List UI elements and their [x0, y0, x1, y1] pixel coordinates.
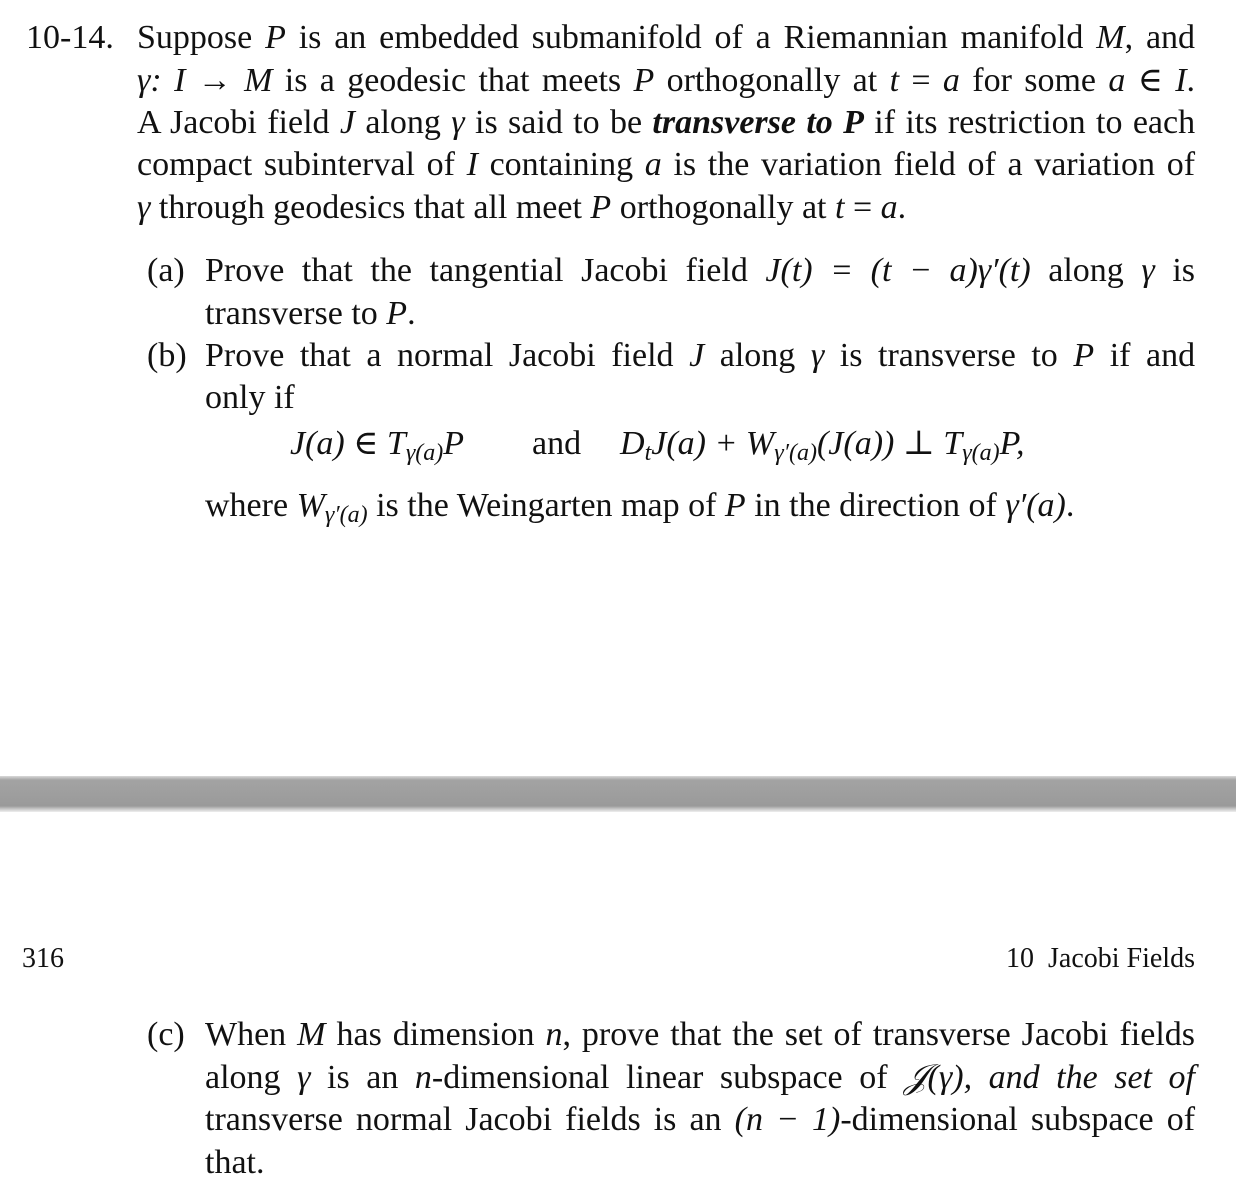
part-a-line-1: Prove that the tangential Jacobi field J(t) = (t − a)γ′(t) along γ is [205, 252, 1196, 289]
page-separator [0, 776, 1236, 812]
statement-line-1: Suppose P is an embedded submanifold of a Riemannian manifold M, and [137, 19, 1196, 56]
part-b-line-1: Prove that a normal Jacobi field J along γ is transverse to P if and [205, 337, 1196, 374]
statement-line-4: compact subinterval of I containing a is the variation field of a variation of [137, 146, 1196, 183]
part-a-label: (a) [147, 252, 185, 289]
part-b-display-equation-and: and [532, 425, 582, 462]
running-head [1006, 942, 1195, 976]
part-c-line-4: that. [205, 1144, 265, 1181]
part-b-label: (b) [147, 337, 187, 374]
part-b-display-equation-right: $D_tJ(a) + W_{\gamma'(a)}(J(a))$ ⊥ $T_{\gamma(a)}P$, [620, 425, 1025, 466]
part-b-line-3: where $W_{\gamma'(a)}$ is the Weingarten map of P in the direction of γ′(a). [205, 487, 1075, 528]
statement-line-5: γ through geodesics that all meet P orthogonally at t = a. [137, 189, 907, 226]
script-j-symbol: 𝒥 [904, 1059, 928, 1096]
defined-term: transverse to P [652, 104, 864, 141]
part-c-line-1: When M has dimension n, prove that the set of transverse Jacobi fields [205, 1016, 1196, 1053]
statement-line-3: A Jacobi field J along γ is said to be transverse to P if its restriction to each [137, 104, 1196, 141]
page-number: 316 [22, 943, 64, 974]
part-c-line-2: along γ is an n-dimensional linear subspace of 𝒥(γ), and the set of [205, 1059, 1195, 1096]
part-a-line-2: transverse to P. [205, 295, 416, 332]
part-c-line-3: transverse normal Jacobi fields is an (n − 1)-dimensional subspace of [205, 1101, 1196, 1138]
part-b-line-2: only if [205, 379, 295, 416]
running-head-chapter-number: 10 [1006, 943, 1034, 974]
bottom-page [0, 812, 1236, 1196]
problem-number: 10-14. [26, 19, 114, 56]
part-b-display-equation-left: J(a) ∈ $T_{\gamma(a)}P$ [290, 425, 465, 466]
part-c-label: (c) [147, 1016, 185, 1053]
statement-line-2: γ: I → M is a geodesic that meets P orthogonally at t = a for some a ∈ I. [137, 62, 1196, 99]
running-head-title: Jacobi Fields [1048, 943, 1195, 974]
